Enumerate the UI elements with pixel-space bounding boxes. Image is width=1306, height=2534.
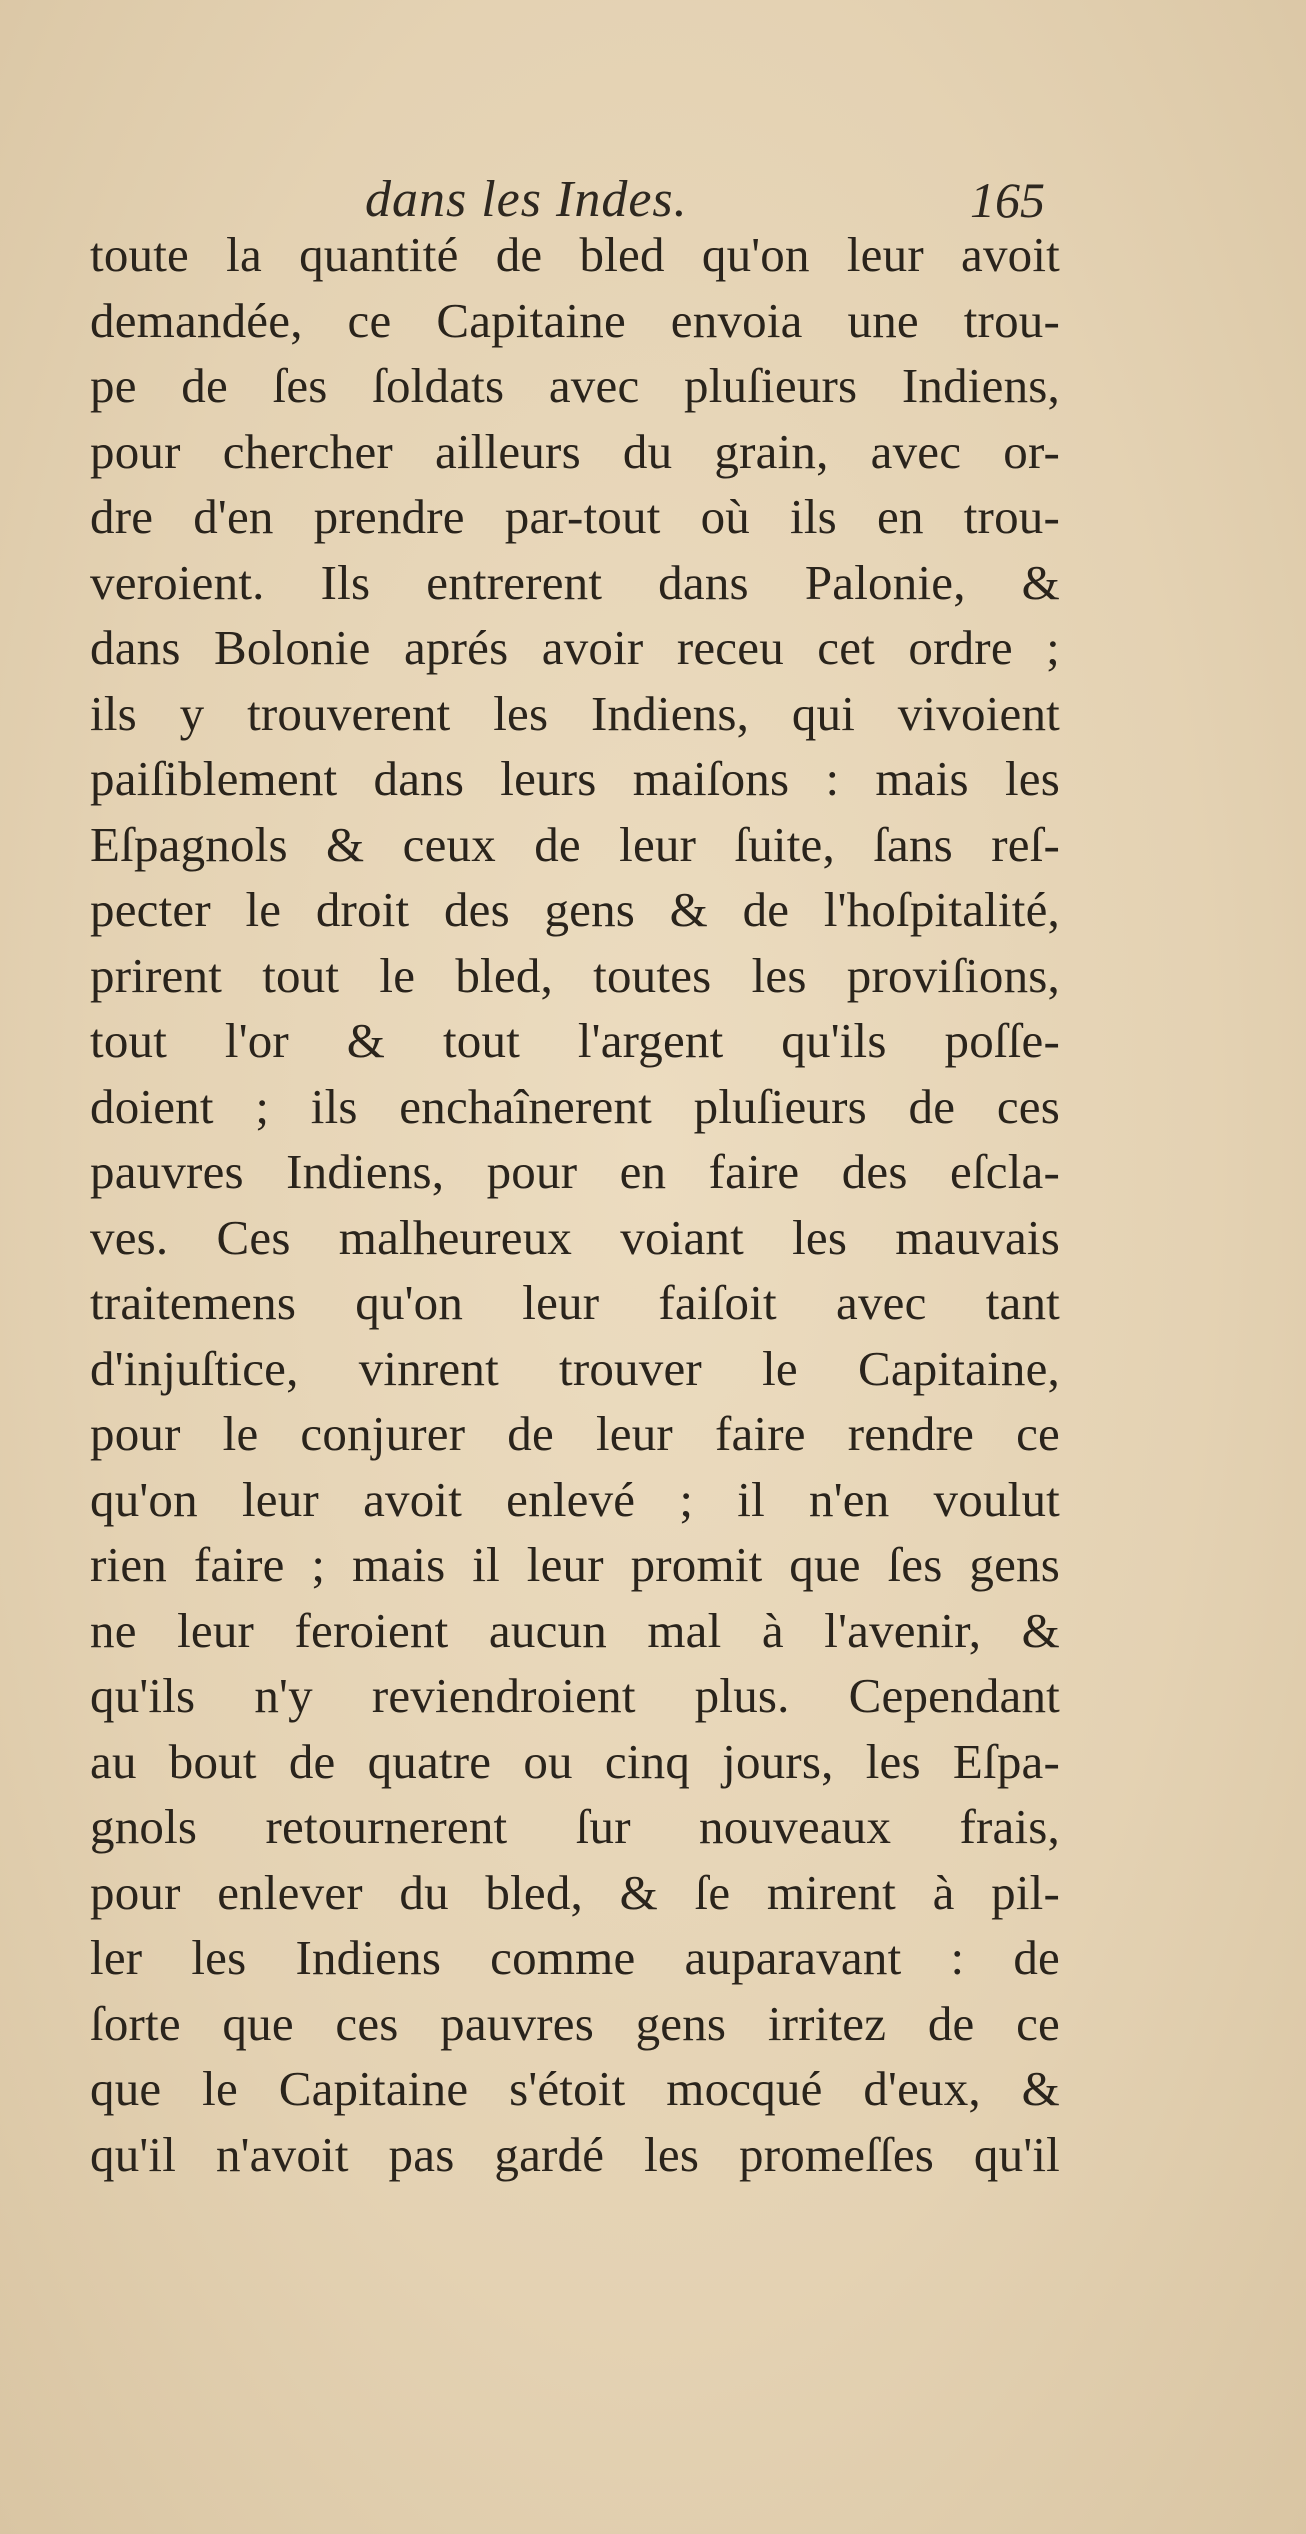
text-line: toute la quantité de bled qu'on leur avoit (90, 227, 1060, 282)
text-line: dans Bolonie aprés avoir receu cet ordre ; (90, 620, 1060, 675)
running-title: dans les Indes. (365, 171, 688, 228)
body-text (90, 222, 1060, 2187)
text-line: demandée, ce Capitaine envoia une trou- (90, 292, 1060, 348)
text-line: gnols retournerent ſur nouveaux frais, (90, 1799, 1060, 1854)
text-line: qu'il n'avoit pas gardé les promeſſes qu'il (90, 2126, 1060, 2182)
text-line: prirent tout le bled, toutes les proviſions, (90, 947, 1060, 1003)
text-line: doient ; ils enchaînerent pluſieurs de ces (90, 1078, 1060, 1134)
page-number: 165 (970, 172, 1045, 228)
text-line: d'injuſtice, vinrent trouver le Capitaine, (90, 1340, 1060, 1396)
text-line: rien faire ; mais il leur promit que ſes gens (90, 1537, 1060, 1592)
text-line: veroient. Ils entrerent dans Palonie, & (90, 554, 1060, 610)
text-line: ils y trouverent les Indiens, qui vivoient (90, 685, 1060, 741)
text-line: pauvres Indiens, pour en faire des eſcla- (90, 1144, 1060, 1199)
text-line: ler les Indiens comme auparavant : de (90, 1930, 1060, 1985)
text-line: pecter le droit des gens & de l'hoſpitalité, (90, 882, 1060, 937)
text-line: Eſpagnols & ceux de leur ſuite, ſans reſ- (90, 816, 1060, 872)
text-line: ne leur feroient aucun mal à l'avenir, & (90, 1602, 1060, 1658)
text-line: ſorte que ces pauvres gens irritez de ce (90, 1995, 1060, 2051)
text-line: pe de ſes ſoldats avec pluſieurs Indiens, (90, 358, 1060, 413)
text-line: tout l'or & tout l'argent qu'ils poſſe- (90, 1013, 1060, 1068)
text-line: pour chercher ailleurs du grain, avec or- (90, 423, 1060, 479)
text-line: que le Capitaine s'étoit mocqué d'eux, & (90, 2061, 1060, 2116)
text-line: au bout de quatre ou cinq jours, les Eſpa- (90, 1733, 1060, 1789)
text-line: ves. Ces malheureux voiant les mauvais (90, 1209, 1060, 1265)
text-line: pour le conjurer de leur faire rendre ce (90, 1406, 1060, 1461)
text-line: pour enlever du bled, & ſe mirent à pil- (90, 1864, 1060, 1920)
text-line: paiſiblement dans leurs maiſons : mais les (90, 751, 1060, 806)
text-line: qu'on leur avoit enlevé ; il n'en voulut (90, 1471, 1060, 1527)
text-line: qu'ils n'y reviendroient plus. Cependant (90, 1668, 1060, 1723)
text-line: dre d'en prendre par-tout où ils en trou- (90, 489, 1060, 544)
text-line: traitemens qu'on leur faiſoit avec tant (90, 1275, 1060, 1330)
